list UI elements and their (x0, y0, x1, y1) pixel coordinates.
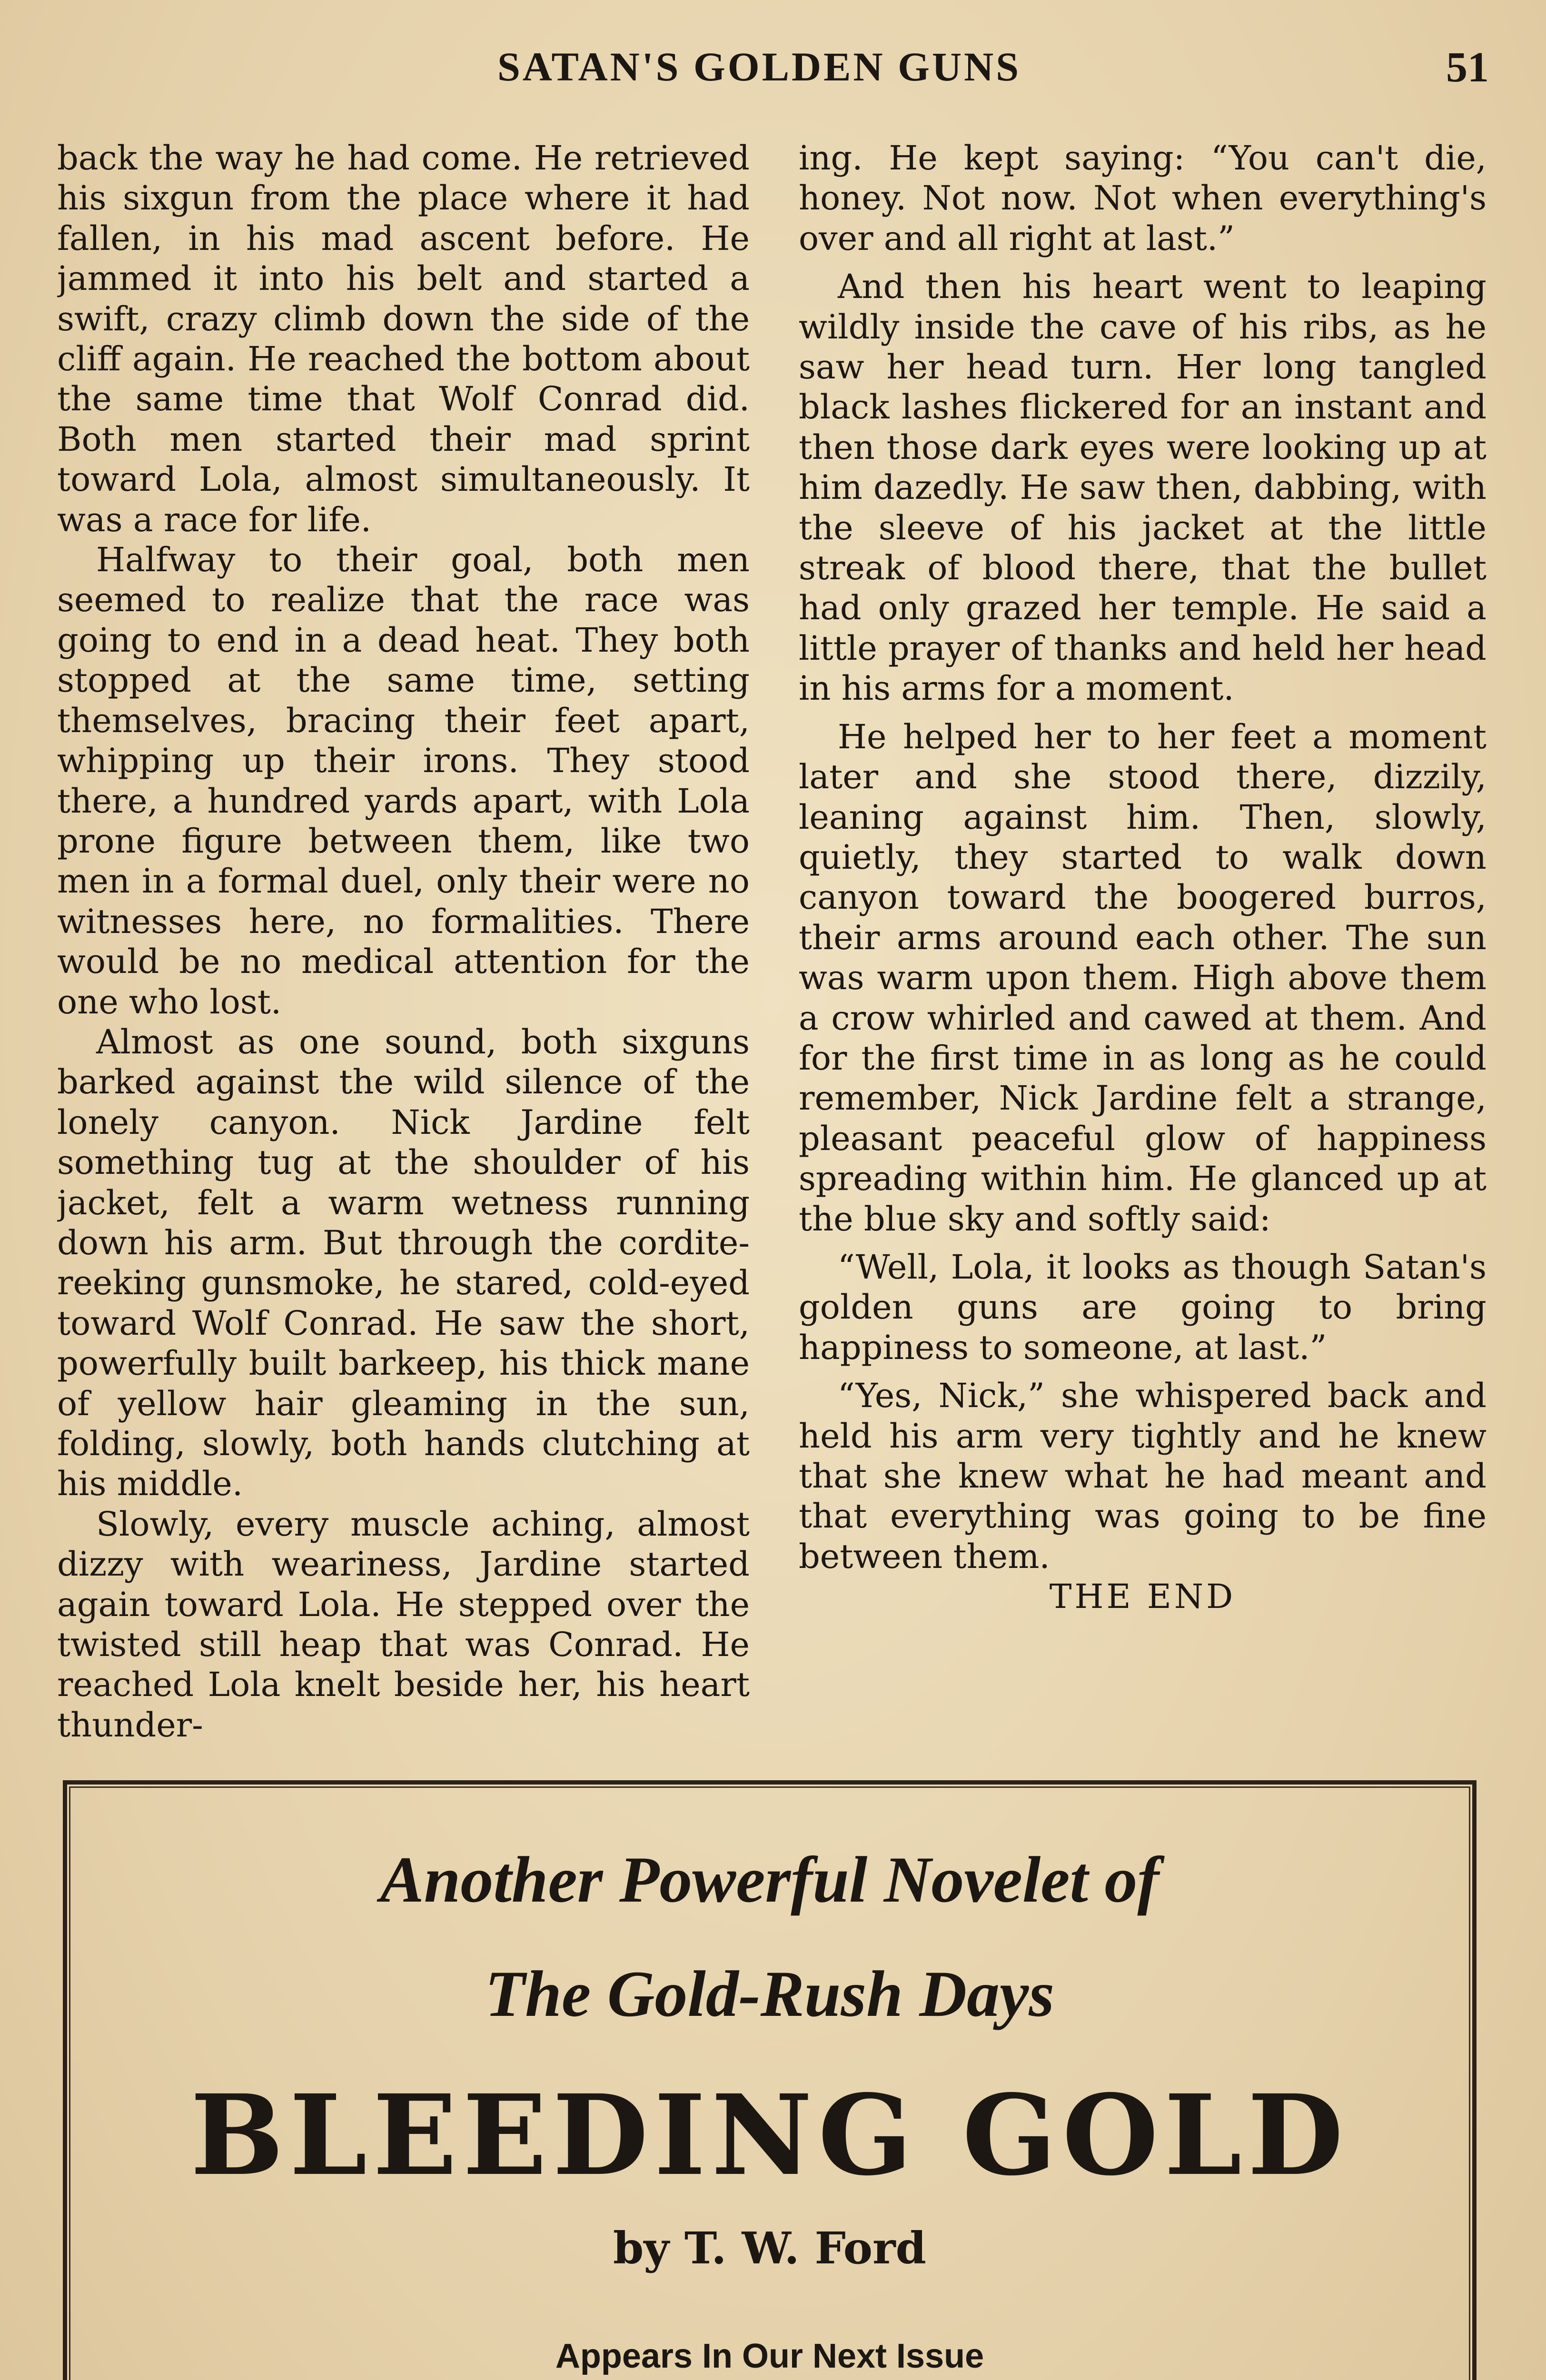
running-title: SATAN'S GOLDEN GUNS (497, 44, 1021, 89)
right-text-column (799, 138, 1487, 1747)
ad-tagline: Another Powerful Novelet of (380, 1843, 1160, 1916)
ad-author: by T. W. Ford (613, 2222, 926, 2274)
story-paragraph: “Well, Lola, it looks as though Satan's golden guns are going to bring happiness to someone, at last.” (799, 1247, 1487, 1367)
story-paragraph: back the way he had come. He retrieved his sixgun from the place where it had fallen, in his mad ascent before. He jammed it into his belt and started a swift, crazy climb down the side of the cliff again. He reached the bottom about the same time that Wolf Conrad did. Both men started their mad sprint toward Lola, almost simultaneously. It was a race for life. (57, 139, 750, 539)
story-paragraph: Halfway to their goal, both men seemed to realize that the race was going to end in a dead heat. They both stopped at the same time, setting themselves, bracing their feet apart, whipping up their irons. They stood there, a hundred yards apart, with Lola prone figure between them, like two men in a formal duel, only their were no witnesses here, no formalities. There would be no medical attention for the one who lost. (57, 540, 750, 1021)
story-paragraph: “Yes, Nick,” she whispered back and held his arm very tightly and he knew that she knew what he had meant and that everything was going to be fine between them. (799, 1376, 1487, 1576)
page-number: 51 (1446, 44, 1489, 91)
story-paragraph: Almost as one sound, both sixguns barked against the wild silence of the lonely canyon. Nick Jardine felt something tug at the shoulder of his jacket, felt a warm wetness running down his arm. But through the cordite-reeking gunsmoke, he stared, cold-eyed toward Wolf Conrad. He saw the short, powerfully built barkeep, his thick mane of yellow hair gleaming in the sun, folding, slowly, both hands clutching at his middle. (57, 1022, 750, 1504)
left-text-column (57, 138, 750, 1747)
ad-story-title: BLEEDING GOLD (190, 2070, 1349, 2200)
story-paragraph: He helped her to her feet a moment later and she stood there, dizzily, leaning against him. Then, slowly, quietly, they started to walk down canyon toward the boogered burros, their arms around each other. The sun was warm upon them. High above them a crow whirled and cawed at them. And for the first time in as long as he could remember, Nick Jardine felt a strange, pleasant peaceful glow of happiness spreading within him. He glanced up at the blue sky and softly said: (799, 717, 1487, 1239)
story-paragraph: ing. He kept saying: “You can't die, honey. Not now. Not when everything's over and all right at last.” (799, 139, 1487, 258)
story-paragraph: Slowly, every muscle aching, almost dizzy with weariness, Jardine started again toward Lola. He stepped over the twisted still heap that was Conrad. He reached Lola knelt beside her, his heart thunder- (57, 1504, 750, 1745)
story-paragraph: And then his heart went to leaping wildly inside the cave of his ribs, as he saw her head turn. Her long tangled black lashes flickered for an instant and then those dark eyes were looking up at him dazedly. He saw then, dabbing, with the sleeve of his jacket at the little streak of blood there, that the bullet had only grazed her temple. He said a little prayer of thanks and held her head in his arms for a moment. (799, 267, 1487, 708)
next-issue-advertisement (63, 1780, 1477, 2380)
page-header (0, 29, 1546, 100)
ad-subtitle: The Gold-Rush Days (485, 1957, 1055, 2030)
ad-issue-note: Appears In Our Next Issue (555, 2337, 984, 2375)
end-marker: THE END (1049, 1577, 1236, 1616)
